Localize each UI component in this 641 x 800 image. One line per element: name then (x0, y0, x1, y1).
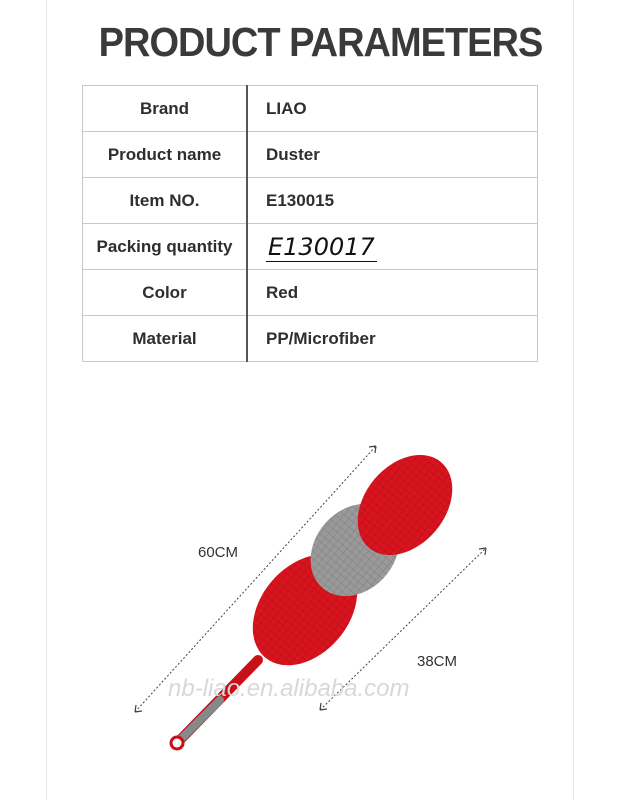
param-value: E130015 (247, 178, 538, 224)
param-value: Duster (247, 132, 538, 178)
parameters-table (82, 85, 538, 362)
table-row (83, 86, 538, 132)
param-label: Packing quantity (83, 224, 248, 270)
param-value: LIAO (247, 86, 538, 132)
table-row (83, 132, 538, 178)
table-row (83, 224, 538, 270)
param-label: Brand (83, 86, 248, 132)
param-label: Material (83, 316, 248, 362)
table-row (83, 316, 538, 362)
param-label: Color (83, 270, 248, 316)
table-row (83, 178, 538, 224)
total-length-label: 60CM (198, 544, 239, 561)
param-label: Product name (83, 132, 248, 178)
param-label: Item NO. (83, 178, 248, 224)
table-row (83, 270, 538, 316)
head-length-label: 38CM (417, 653, 458, 670)
param-value: Red (247, 270, 538, 316)
watermark-text: nb-liao.en.alibaba.com (168, 675, 410, 702)
duster-image (171, 436, 472, 749)
product-figure (0, 380, 641, 800)
handwritten-value: E130017 (268, 232, 375, 261)
param-value-handwritten (247, 224, 538, 270)
page-title: PRODUCT PARAMETERS (98, 20, 543, 66)
param-value: PP/Microfiber (247, 316, 538, 362)
